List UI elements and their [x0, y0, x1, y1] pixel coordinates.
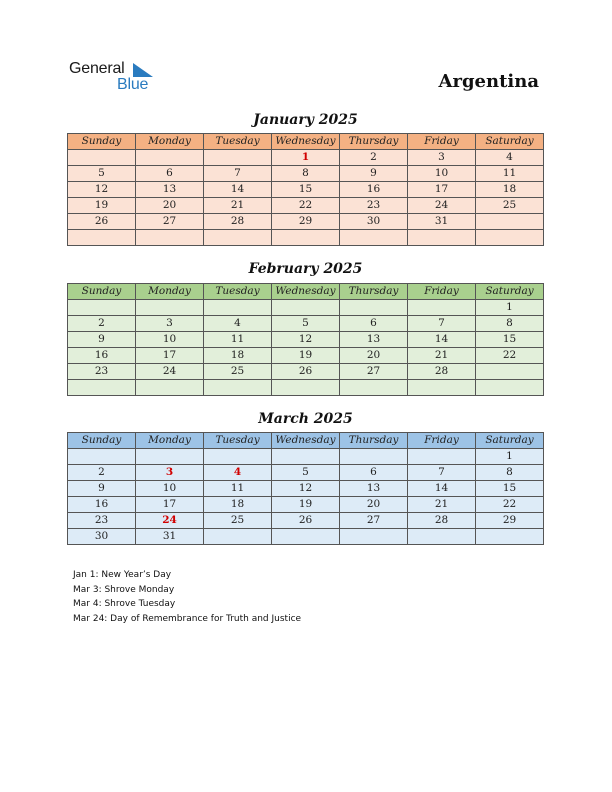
empty-day-cell [340, 230, 408, 246]
week-row [68, 465, 544, 481]
month-title-january: January 2025 [253, 112, 358, 128]
day-cell: 22 [476, 497, 544, 513]
day-cell: 13 [340, 481, 408, 497]
calendar-january [67, 133, 544, 246]
empty-day-cell [340, 380, 408, 396]
day-cell: 25 [204, 513, 272, 529]
day-cell: 19 [68, 198, 136, 214]
day-cell: 31 [136, 529, 204, 545]
empty-day-cell [408, 449, 476, 465]
day-cell: 16 [68, 497, 136, 513]
empty-day-cell [272, 230, 340, 246]
weekday-sunday: Sunday [68, 134, 136, 150]
empty-day-cell [136, 380, 204, 396]
empty-day-cell [68, 380, 136, 396]
day-cell: 12 [272, 332, 340, 348]
day-cell: 28 [408, 513, 476, 529]
month-title-february: February 2025 [248, 261, 363, 277]
day-cell: 10 [136, 481, 204, 497]
week-row [68, 214, 544, 230]
weekday-wednesday: Wednesday [272, 433, 340, 449]
weekday-monday: Monday [136, 134, 204, 150]
weekday-thursday: Thursday [340, 134, 408, 150]
weekday-saturday: Saturday [476, 433, 544, 449]
weekday-monday: Monday [136, 433, 204, 449]
day-cell: 11 [204, 332, 272, 348]
day-cell: 7 [204, 166, 272, 182]
day-cell: 2 [68, 316, 136, 332]
empty-day-cell [204, 529, 272, 545]
empty-day-cell [204, 230, 272, 246]
day-cell: 8 [272, 166, 340, 182]
empty-day-cell [476, 214, 544, 230]
day-cell: 2 [68, 465, 136, 481]
day-cell: 10 [136, 332, 204, 348]
day-cell: 17 [136, 348, 204, 364]
week-row [68, 300, 544, 316]
day-cell: 18 [204, 348, 272, 364]
empty-day-cell [204, 150, 272, 166]
day-cell: 26 [272, 364, 340, 380]
day-cell: 29 [272, 214, 340, 230]
empty-day-cell [136, 150, 204, 166]
weekday-friday: Friday [408, 134, 476, 150]
day-cell: 26 [272, 513, 340, 529]
day-cell: 25 [476, 198, 544, 214]
day-cell: 13 [340, 332, 408, 348]
day-cell: 25 [204, 364, 272, 380]
day-cell: 9 [68, 332, 136, 348]
holiday-list [73, 568, 301, 626]
day-cell: 27 [340, 513, 408, 529]
brand-logo [69, 60, 169, 96]
empty-day-cell [476, 364, 544, 380]
week-row [68, 513, 544, 529]
day-cell: 28 [204, 214, 272, 230]
week-row [68, 166, 544, 182]
day-cell: 24 [136, 364, 204, 380]
weekday-header-row [68, 134, 544, 150]
day-cell: 14 [408, 481, 476, 497]
holiday-item: Mar 24: Day of Remembrance for Truth and Justice [73, 613, 302, 624]
empty-day-cell [476, 529, 544, 545]
day-cell: 30 [68, 529, 136, 545]
holiday-item: Mar 3: Shrove Monday [73, 584, 175, 595]
week-row [68, 380, 544, 396]
day-cell: 8 [476, 465, 544, 481]
empty-day-cell [272, 529, 340, 545]
day-cell: 23 [340, 198, 408, 214]
month-title-march: March 2025 [258, 411, 353, 427]
empty-day-cell [68, 150, 136, 166]
empty-day-cell [340, 300, 408, 316]
day-cell: 15 [272, 182, 340, 198]
day-cell: 21 [408, 497, 476, 513]
empty-day-cell [68, 449, 136, 465]
day-cell: 29 [476, 513, 544, 529]
empty-day-cell [408, 380, 476, 396]
week-row [68, 182, 544, 198]
week-row [68, 364, 544, 380]
day-cell: 8 [476, 316, 544, 332]
day-cell: 4 [204, 316, 272, 332]
weekday-saturday: Saturday [476, 284, 544, 300]
empty-day-cell [272, 380, 340, 396]
day-cell: 21 [408, 348, 476, 364]
day-cell: 4 [476, 150, 544, 166]
day-cell: 1 [476, 449, 544, 465]
week-row [68, 332, 544, 348]
day-cell: 22 [272, 198, 340, 214]
day-cell: 7 [408, 465, 476, 481]
day-cell: 20 [340, 497, 408, 513]
holiday-item: Mar 4: Shrove Tuesday [73, 599, 176, 609]
day-cell: 15 [476, 332, 544, 348]
calendar-february [67, 283, 544, 396]
day-cell: 5 [272, 465, 340, 481]
weekday-wednesday: Wednesday [272, 134, 340, 150]
day-cell: 14 [408, 332, 476, 348]
empty-day-cell [476, 380, 544, 396]
day-cell: 27 [136, 214, 204, 230]
day-cell: 9 [340, 166, 408, 182]
day-cell: 24 [408, 198, 476, 214]
country-title: Argentina [438, 71, 539, 92]
day-cell: 30 [340, 214, 408, 230]
day-cell: 31 [408, 214, 476, 230]
weekday-sunday: Sunday [68, 433, 136, 449]
day-cell: 2 [340, 150, 408, 166]
weekday-wednesday: Wednesday [272, 284, 340, 300]
empty-day-cell [68, 300, 136, 316]
day-cell: 26 [68, 214, 136, 230]
weekday-header-row [68, 433, 544, 449]
weekday-tuesday: Tuesday [204, 284, 272, 300]
calendar-march [67, 432, 544, 545]
day-cell: 20 [136, 198, 204, 214]
day-cell: 21 [204, 198, 272, 214]
day-cell: 19 [272, 497, 340, 513]
day-cell: 23 [68, 513, 136, 529]
week-row [68, 198, 544, 214]
day-cell: 5 [272, 316, 340, 332]
day-cell: 14 [204, 182, 272, 198]
empty-day-cell [340, 529, 408, 545]
weekday-friday: Friday [408, 433, 476, 449]
week-row [68, 481, 544, 497]
day-cell: 3 [136, 316, 204, 332]
empty-day-cell [408, 529, 476, 545]
week-row [68, 449, 544, 465]
week-row [68, 316, 544, 332]
holiday-item: Jan 1: New Year’s Day [73, 570, 172, 580]
holiday-day-cell: 1 [272, 150, 340, 166]
week-row [68, 230, 544, 246]
empty-day-cell [68, 230, 136, 246]
day-cell: 16 [68, 348, 136, 364]
weekday-thursday: Thursday [340, 284, 408, 300]
holiday-day-cell: 24 [136, 513, 204, 529]
day-cell: 28 [408, 364, 476, 380]
holiday-day-cell: 3 [136, 465, 204, 481]
logo-text-blue: Blue [117, 76, 149, 93]
day-cell: 13 [136, 182, 204, 198]
day-cell: 9 [68, 481, 136, 497]
day-cell: 12 [68, 182, 136, 198]
weekday-saturday: Saturday [476, 134, 544, 150]
week-row [68, 529, 544, 545]
day-cell: 1 [476, 300, 544, 316]
empty-day-cell [272, 300, 340, 316]
empty-day-cell [340, 449, 408, 465]
day-cell: 5 [68, 166, 136, 182]
logo-text-general: General [69, 60, 125, 77]
day-cell: 17 [136, 497, 204, 513]
weekday-thursday: Thursday [340, 433, 408, 449]
empty-day-cell [136, 300, 204, 316]
day-cell: 16 [340, 182, 408, 198]
day-cell: 6 [136, 166, 204, 182]
empty-day-cell [204, 449, 272, 465]
empty-day-cell [272, 449, 340, 465]
day-cell: 23 [68, 364, 136, 380]
weekday-header-row [68, 284, 544, 300]
day-cell: 20 [340, 348, 408, 364]
day-cell: 7 [408, 316, 476, 332]
day-cell: 17 [408, 182, 476, 198]
weekday-monday: Monday [136, 284, 204, 300]
holiday-day-cell: 4 [204, 465, 272, 481]
empty-day-cell [408, 230, 476, 246]
weekday-friday: Friday [408, 284, 476, 300]
empty-day-cell [204, 300, 272, 316]
day-cell: 3 [408, 150, 476, 166]
day-cell: 11 [476, 166, 544, 182]
day-cell: 18 [476, 182, 544, 198]
logo-triangle-icon [133, 63, 153, 77]
week-row [68, 497, 544, 513]
day-cell: 15 [476, 481, 544, 497]
day-cell: 10 [408, 166, 476, 182]
day-cell: 6 [340, 316, 408, 332]
empty-day-cell [136, 449, 204, 465]
day-cell: 27 [340, 364, 408, 380]
day-cell: 11 [204, 481, 272, 497]
empty-day-cell [408, 300, 476, 316]
empty-day-cell [136, 230, 204, 246]
weekday-tuesday: Tuesday [204, 433, 272, 449]
empty-day-cell [204, 380, 272, 396]
weekday-tuesday: Tuesday [204, 134, 272, 150]
day-cell: 22 [476, 348, 544, 364]
week-row [68, 348, 544, 364]
day-cell: 6 [340, 465, 408, 481]
day-cell: 19 [272, 348, 340, 364]
empty-day-cell [476, 230, 544, 246]
day-cell: 18 [204, 497, 272, 513]
weekday-sunday: Sunday [68, 284, 136, 300]
day-cell: 12 [272, 481, 340, 497]
week-row [68, 150, 544, 166]
